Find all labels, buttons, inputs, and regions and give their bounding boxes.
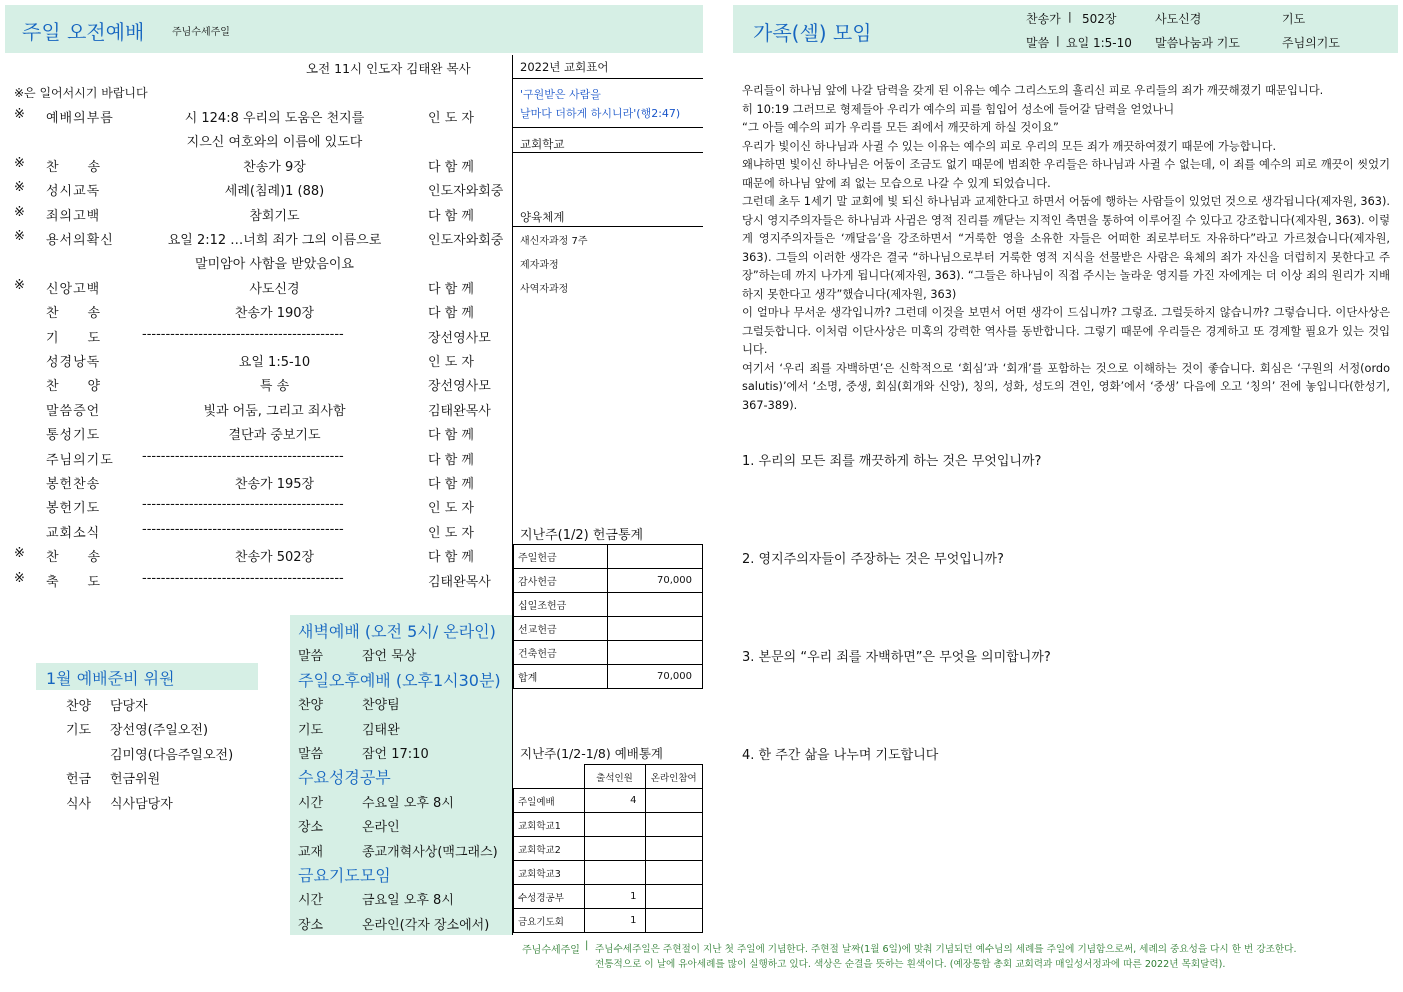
cell-header-hymn-label: 찬송가 [1026,12,1061,26]
service-item-content: 시 124:8 우리의 도움은 천지를 [184,111,365,126]
service-row [0,180,510,204]
schedule-value: 온라인 [362,820,400,836]
service-item-name: 성경낭독 [46,355,101,370]
prep-person: 장선영(주일오전) [110,723,209,739]
service-item-content: 말미암아 사함을 받았음이요 [195,257,354,273]
attendance-online [645,789,703,813]
stand-mark: ※ [14,107,25,122]
footer-divider: | [585,940,589,951]
service-row [0,571,510,595]
service-item-name: 찬 송 [46,306,102,322]
prep-role: 기도 [66,723,92,739]
worship-subtitle: 주님수세주일 [172,27,230,38]
service-row [0,327,510,351]
offering-row [514,545,703,569]
cell-text [742,82,1390,415]
schedule-value: 찬양팀 [362,698,400,714]
attendance-online [645,837,703,861]
service-item-leader: 인도자와회중 [428,184,504,200]
offering-label: 십일조헌금 [514,593,608,617]
cell-paragraph: “그 아들 예수의 피가 우리를 모든 죄에서 깨끗하게 하실 것이요” [742,121,1059,134]
service-row [0,473,510,497]
offering-row [514,593,703,617]
schedule-key: 시간 [298,795,324,811]
motto-bottom-rule [513,127,703,128]
schedule-key: 장소 [298,917,324,933]
stand-mark: ※ [14,546,25,562]
cell-header-lords-prayer: 주님의기도 [1282,36,1340,50]
schedule-key: 찬양 [298,698,324,714]
service-item-content: 결단과 중보기도 [228,428,321,444]
attendance-count [584,813,645,837]
cell-paragraph: 이 얼마나 무서운 생각입니까? 그런데 이것을 보면서 어떤 생각이 드십니까? 그렇죠. 그럴듯하지 않습니까? 그렇습니다. 이단사상은 그럴듯합니다. 이처럼 이단사상은 미혹의 강력한 역사를 동반합니다. 그렇기 때문에 우리들은 경계하고 또 경계할 필요가 있는 것입니다. [742,306,1390,356]
cell-question: 4. 한 주간 삶을 나누며 기도합니다 [742,748,939,763]
offering-label: 주일헌금 [514,545,608,569]
schedule-value: 김태완 [362,722,400,738]
service-item-name: 용서의확신 [46,233,114,248]
prep-role: 식사 [66,796,92,812]
prep-person: 김미영(다음주일오전) [110,747,234,763]
service-item-name: 찬 양 [46,379,102,395]
training-rule [513,226,703,227]
prep-person: 담당자 [110,699,148,714]
service-item-content: ------------------------------------------- [142,521,344,537]
service-item-content: ------------------------------------------- [142,326,344,342]
cell-paragraph: 그런데 초두 1세기 말 교회에 빛 되신 하나님과 교제한다고 하면서 어둠에 행하는 사람들이 있었던 것으로 생각됩니다(제자원, 363). 당시 영지주의자들은 하나님과 사귐은 영적 진리를 깨닫는 지적인 측면을 통하여 이루어질 수 있다고 강조합니다(제자원, 363). 이렇게 영지주의자들은 ‘깨달음’을 강조하면서 “거룩한 영을 소유한 자들은 어떠한 죄로부터도 자유하다”라고 가르쳤습니다(제자원, 363). 그들의 이러한 생각은 결국 “하나님으로부터 거룩한 영적 지식을 선물받은 사람은 육체의 죄가 자신을 더럽히지 못한다고 주장”하는데 까지 나가게 됩니다(제자원, 363). “그들은 하나님이 직접 주시는 놀라운 영지를 가진 자에게는 더 이상 죄의 원리가 지배하지 못한다고 생각”했습니다(제자원, 363) [742,195,1390,301]
service-row [0,497,510,521]
service-item-name: 교회소식 [46,525,101,541]
service-item-name: 통성기도 [46,428,101,444]
attendance-header-row [514,765,703,789]
attendance-row [514,789,703,813]
attendance-row [514,813,703,837]
stand-mark: ※ [14,229,25,244]
schedule-value: 금요일 오후 8시 [362,893,454,909]
attendance-title: 지난주(1/2-1/8) 예배통계 [520,746,663,761]
service-row [0,156,510,180]
service-item-name: 신앙고백 [46,281,101,297]
service-item-name: 예배의부름 [46,111,114,126]
training-item: 제자과정 [520,260,559,271]
footer-label: 주님수세주일 [522,945,580,956]
training-title: 양육체계 [520,210,565,224]
service-item-leader: 김태완목사 [428,574,491,590]
attendance-count: 4 [584,789,645,813]
service-row [0,375,510,399]
service-item-content: 찬송가 9장 [243,159,306,175]
service-item-leader: 인 도 자 [428,355,474,370]
service-item-leader: 다 함 께 [428,550,474,566]
service-item-content: 참회기도 [249,208,300,224]
school-title: 교회학교 [520,137,565,151]
attendance-row [514,837,703,861]
worship-title: 주일 오전예배 [22,20,145,44]
service-item-leader: 다 함 께 [428,159,474,175]
service-row [0,278,510,302]
service-item-name: 봉헌찬송 [46,477,101,492]
cell-paragraph: 우리들이 하나님 앞에 나갈 담력을 갖게 된 이유는 예수 그리스도의 흘리신 피로 우리들의 죄가 깨끗해졌기 때문입니다. [742,84,1324,97]
service-row [0,302,510,326]
offering-row [514,665,703,689]
cell-title: 가족(셀) 모임 [753,21,872,45]
service-item-leader: 다 함 께 [428,477,474,492]
service-item-content: 지으신 여호와의 이름에 있도다 [186,135,363,151]
attendance-row [514,909,703,933]
service-item-name: 기 도 [46,330,102,346]
service-row [0,131,510,155]
service-item-content: 찬송가 190장 [234,306,315,322]
stand-mark: ※ [14,155,25,171]
cell-header-divider: | [1056,34,1060,47]
schedule-key: 말씀 [298,747,324,762]
offering-title: 지난주(1/2) 헌금통계 [520,528,644,543]
schedule-value: 온라인(각자 장소에서) [362,917,490,933]
service-item-content: 특 송 [259,379,290,395]
service-row [0,253,510,277]
cell-header-creed: 사도신경 [1155,12,1202,26]
attendance-row [514,885,703,909]
motto-rule [513,78,703,79]
cell-header-hymn: 502장 [1082,12,1117,26]
stand-note: ※은 일어서시기 바랍니다 [14,86,148,100]
cell-question: 1. 우리의 모든 죄를 깨끗하게 하는 것은 무엇입니까? [742,454,1042,469]
offering-label: 건축헌금 [514,641,608,665]
service-item-content: 세례(침례)1 (88) [224,184,325,200]
service-item-name: 말씀증언 [46,403,101,419]
offering-label: 합계 [514,665,608,689]
service-item-leader: 김태완목사 [428,403,491,419]
service-item-content: 찬송가 502장 [234,550,315,566]
service-item-leader: 다 함 께 [428,281,474,297]
service-row [0,400,510,424]
cell-question: 3. 본문의 “우리 죄를 자백하면”은 무엇을 의미합니까? [742,650,1051,665]
leader-line: 오전 11시 인도자 김태완 목사 [306,61,471,76]
schedule-value: 수요일 오후 8시 [362,795,454,811]
attendance-label: 주일예배 [514,789,585,813]
service-item-leader: 다 함 께 [428,208,474,224]
attendance-online [645,909,703,933]
attendance-header: 온라인참여 [645,765,703,789]
attendance-label: 수성경공부 [514,885,585,909]
training-item: 사역자과정 [520,284,569,295]
service-item-name: 성시교독 [46,184,101,200]
service-item-leader: 인 도 자 [428,111,474,126]
service-item-content: ------------------------------------------- [142,497,344,513]
cell-paragraph: 우리가 빛이신 하나님과 사귈 수 있는 이유는 예수의 피로 우리의 모든 죄가 깨끗하여졌기 때문에 가능합니다. [742,139,1277,153]
service-item-leader: 인 도 자 [428,525,474,541]
attendance-online [645,861,703,885]
cell-header-divider: | [1068,10,1072,23]
service-item-name: 봉헌기도 [46,501,101,517]
motto-line1: '구원받은 사람을 [520,88,601,101]
stand-mark: ※ [14,570,25,586]
prep-person: 헌금위원 [110,772,161,788]
schedule-title: 수요성경공부 [298,768,391,788]
cell-header-prayer: 기도 [1282,12,1306,26]
attendance-label: 금요기도회 [514,909,585,933]
cell-paragraph: 여기서 ‘우리 죄를 자백하면’은 신학적으로 ‘회심’과 ‘회개’를 포함하는 것으로 이해하는 것이 좋습니다. 회심은 ‘구원의 서정(ordo salutis)’에서 ‘소명, 중생, 회심(회개와 신앙), 칭의, 성화, 성도의 견인, 영화’에서 ‘중생’ 다음에 오고 ‘칭의’ 전에 놓입니다(한성기, 367-389). [742,361,1390,412]
school-rule [513,152,703,153]
prep-person: 식사담당자 [110,796,173,812]
service-item-leader: 다 함 께 [428,428,474,444]
service-row [0,546,510,570]
service-item-name: 찬 송 [46,159,102,175]
offering-row [514,569,703,593]
offering-table [513,544,703,689]
service-item-content: ------------------------------------------- [142,570,344,586]
service-item-content: 요일 1:5-10 [238,355,311,370]
offering-row [514,641,703,665]
training-item: 새신자과정 7주 [520,236,588,247]
service-row [0,229,510,253]
attendance-row [514,861,703,885]
prep-role: 헌금 [66,772,92,788]
service-item-content: 사도신경 [249,281,300,297]
schedule-key: 교재 [298,844,324,860]
attendance-count [584,837,645,861]
service-row [0,424,510,448]
prep-title: 1월 예배준비 위원 [46,669,175,688]
footer-line2: 전통적으로 이 날에 유아세례를 많이 실행하고 있다. 색상은 순결을 뜻하는 흰색이다. (예장통합 총회 교회력과 매일성서정과에 따른 2022년 목회달력). [595,959,1226,970]
cell-paragraph: 히 10:19 그러므로 형제들아 우리가 예수의 피를 힘입어 성소에 들어갈 담력을 얻었나니 [742,102,1175,116]
service-item-content: 빛과 어둠, 그리고 죄사함 [203,403,346,419]
service-item-name: 죄의고백 [46,208,101,224]
attendance-table [513,764,703,933]
prep-role: 찬양 [66,699,92,714]
service-item-leader: 장선영사모 [428,379,491,395]
service-row [0,107,510,131]
offering-row [514,617,703,641]
schedule-key: 기도 [298,722,324,738]
schedule-value: 잠언 묵상 [362,649,417,665]
cell-header-scripture: 요일 1:5-10 [1066,36,1132,50]
footer-line1: 주님수세주일은 주현절이 지난 첫 주일에 기념한다. 주현절 날짜(1월 6일)에 맞춰 기념되던 예수님의 세례를 주일에 기념함으로써, 세례의 중요성을 다시 한 번 강조한다. [595,944,1297,955]
cell-paragraph: 왜냐하면 빛이신 하나님은 어둠이 조금도 없기 때문에 범죄한 우리들은 하나님과 사귈 수 없는데, 이 죄를 예수의 피로 깨끗이 씻었기 때문에 하나님 앞에 죄 없는 모습으로 나갈 수 있게 되었습니다. [742,158,1390,190]
service-item-content: 요일 2:12 …너희 죄가 그의 이름으로 [167,233,382,248]
schedule-key: 시간 [298,893,324,909]
service-item-name: 주님의기도 [46,452,114,468]
offering-label: 선교헌금 [514,617,608,641]
service-item-content: ------------------------------------------- [142,448,344,464]
service-item-leader: 장선영사모 [428,330,491,346]
service-row [0,522,510,546]
schedule-value: 잠언 17:10 [362,747,429,762]
stand-mark: ※ [14,204,25,220]
service-item-leader: 인도자와회중 [428,233,504,248]
service-item-name: 축 도 [46,574,102,590]
service-row [0,449,510,473]
schedule-title: 금요기도모임 [298,866,391,885]
service-item-leader: 다 함 께 [428,306,474,322]
motto-title: 2022년 교회표어 [520,60,609,74]
stand-mark: ※ [14,277,25,293]
service-item-leader: 인 도 자 [428,501,474,517]
offering-label: 감사헌금 [514,569,608,593]
service-item-leader: 다 함 께 [428,452,474,468]
cell-header-word-label: 말씀 [1026,36,1050,50]
attendance-header: 출석인원 [584,765,645,789]
offering-value [608,545,703,569]
motto-line2: 날마다 더하게 하시니라'(행2:47) [520,107,681,120]
service-row [0,351,510,375]
schedule-title: 새벽예배 (오전 5시/ 온라인) [298,622,496,641]
attendance-count: 1 [584,885,645,909]
offering-value [608,593,703,617]
cell-header-sharing: 말씀나눔과 기도 [1155,36,1240,50]
attendance-label: 교회학교3 [514,861,585,885]
attendance-count: 1 [584,909,645,933]
attendance-label: 교회학교2 [514,837,585,861]
offering-value: 70,000 [608,665,703,689]
cell-question: 2. 영지주의자들이 주장하는 것은 무엇입니까? [742,552,1004,567]
schedule-value: 종교개혁사상(맥그래스) [362,844,498,860]
service-item-name: 찬 송 [46,550,102,566]
offering-value [608,617,703,641]
offering-value: 70,000 [608,569,703,593]
schedule-key: 장소 [298,820,324,836]
schedule-title: 주일오후예배 (오후1시30분) [298,670,501,690]
attendance-label: 교회학교1 [514,813,585,837]
service-item-content: 찬송가 195장 [234,477,315,492]
attendance-online [645,885,703,909]
offering-value [608,641,703,665]
attendance-online [645,813,703,837]
attendance-header [514,765,585,789]
service-row [0,205,510,229]
stand-mark: ※ [14,180,25,196]
attendance-count [584,861,645,885]
schedule-key: 말씀 [298,649,324,665]
